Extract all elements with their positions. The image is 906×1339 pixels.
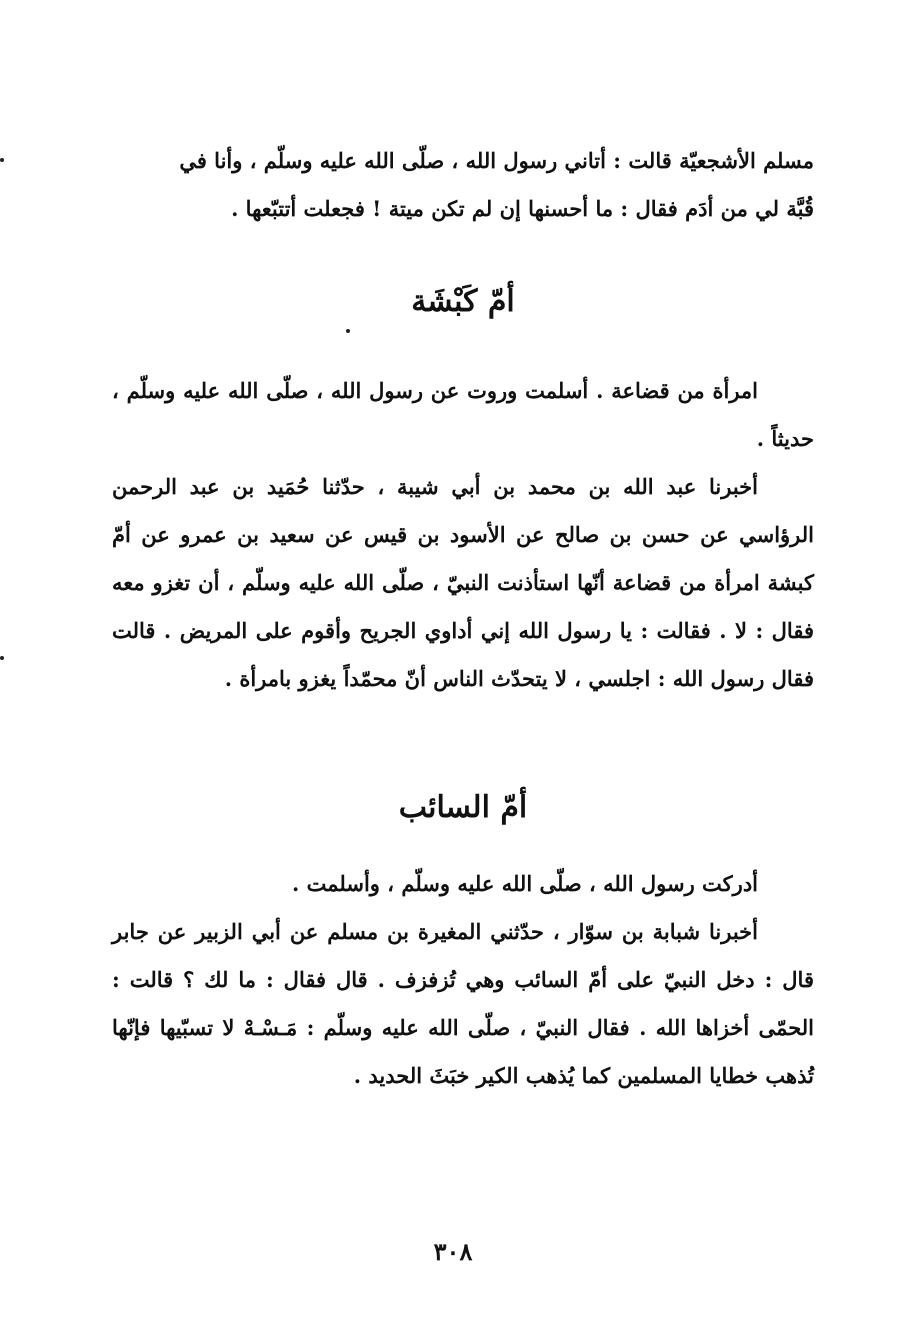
section-body-umm-kabsha (112, 367, 814, 703)
section-body-umm-al-saib (112, 860, 814, 1100)
intro-line-2: قُبَّة لي من أدَم فقال : ما أحسنها إن لم تكن ميتة ! فجعلت أتتبّعها . (231, 196, 814, 221)
margin-mark (0, 158, 4, 162)
page-number: ٣٠٨ (433, 1237, 473, 1266)
paragraph-bio: امرأة من قضاعة . أسلمت وروت عن رسول الله ، صلّى الله عليه وسلّم ، حديثاً . (112, 378, 814, 451)
paragraph-narration: أخبرنا عبد الله بن محمد بن أبي شيبة ، حدّثنا حُمَيد بن عبد الرحمن الرؤاسي عن حسن بن صالح عن الأسود بن قيس عن سعيد بن عمرو عن أمّ كبشة امرأة من قضاعة أنّها استأذنت النبيّ ، صلّى الله عليه وسلّم ، أن تغزو معه فقال : لا . فقالت : يا رسول الله إني أداوي الجريح وأقوم على المريض . قالت فقال رسول الله : اجلسي ، لا يتحدّث الناس أنّ محمّداً يغزو بامرأة . (112, 474, 814, 691)
intro-line-1: مسلم الأشجعيّة قالت : أتاني رسول الله ، صلّى الله عليه وسلّم ، وأنا في (179, 148, 814, 173)
paragraph-bio: أدركت رسول الله ، صلّى الله عليه وسلّم ، وأسلمت . (292, 871, 758, 896)
section-heading-umm-kabsha: أمّ كَبْشَة (411, 284, 515, 319)
margin-mark (0, 656, 4, 660)
print-speck (346, 329, 350, 333)
paragraph-narration: أخبرنا شبابة بن سوّار ، حدّثني المغيرة بن مسلم عن أبي الزبير عن جابر قال : دخل النبيّ على أمّ السائب وهي تُزفزف . قال فقال : ما لك ؟ قالت : الحمّى أخزاها الله . فقال النبيّ ، صلّى الله عليه وسلّم : مَـسْـهْ لا تسبّيها فإنّها تُذهب خطايا المسلمين كما يُذهب الكير خبَثَ الحديد . (112, 919, 814, 1088)
section-heading-umm-al-saib: أمّ السائب (398, 790, 528, 825)
intro-text (112, 137, 814, 233)
